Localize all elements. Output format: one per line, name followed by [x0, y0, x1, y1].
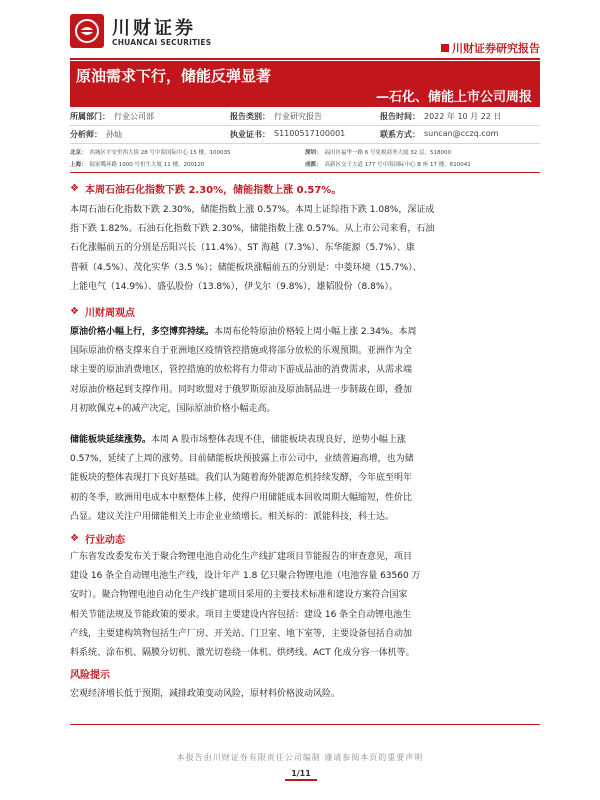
footer-divider	[70, 724, 540, 725]
diamond-bullet-icon: ❖	[70, 306, 79, 317]
meta-label: 报告类别：	[230, 112, 270, 121]
meta-dept	[70, 111, 230, 122]
address-value: 高新区交子大道 177 号中海国际中心 B 座 17 楼，610041	[324, 162, 471, 168]
text-line: 安时）。聚合物锂电池自动化生产线扩建项目采用的主要技术标准和建设方案符合国家	[70, 590, 408, 601]
text-line: 宏观经济增长低于预期，减排政策变动风险，原材料价格波动风险。	[70, 689, 341, 699]
brand-logo-icon	[70, 14, 104, 48]
meta-type	[230, 111, 380, 122]
text-line: 建设 16 条全自动锂电池生产线，设计年产 1.8 亿只聚合物锂电池（电池容量 63560 万	[70, 571, 421, 582]
meta-value: 行业公司部	[114, 112, 154, 121]
text-line: 广东省发改委发布关于聚合物锂电池自动化生产线扩建项目节能报告的审查意见，项目	[70, 552, 413, 562]
address-label: 北京：	[70, 150, 87, 156]
report-title: 原油需求下行，储能反弹显著	[76, 67, 272, 85]
risk-text	[70, 685, 540, 704]
footer-disclaimer: 本报告由川财证券有限责任公司编制 谨请参阅本页的重要声明	[176, 753, 424, 762]
text-line: 普顿（4.5%）、茂化实华（3.5 %）；储能板块涨幅前五的分别是：中菱环境（15.7%）、	[70, 262, 422, 273]
meta-date	[380, 111, 501, 122]
text-line: 月初欧佩克+的减产决定，国际原油价格小幅走高。	[70, 403, 276, 414]
contact-email-link[interactable]: suncan@cczq.com	[424, 129, 499, 138]
storage-paragraph	[70, 431, 540, 527]
meta-value: S1100517100001	[274, 129, 346, 138]
meta-analyst	[70, 129, 230, 140]
text-line: 石化涨幅前五的分别是岳阳兴长（11.4%）、ST 海越（7.3%）、东华能源（5.7%）、康	[70, 243, 415, 254]
title-banner	[70, 61, 540, 107]
meta-value: 2022 年 10 月 22 日	[424, 112, 502, 121]
paragraph-lead: 原油价格小幅上行，多空博弈持续。	[70, 327, 215, 337]
section-heading-industry	[70, 531, 125, 546]
office-addresses	[70, 146, 540, 170]
report-subtitle: —石化、储能上市公司周报	[375, 90, 532, 105]
address-label: 上海：	[70, 162, 87, 168]
brand-name-en: CHUANCAI SECURITIES	[112, 38, 212, 47]
address-label: 深圳：	[305, 150, 322, 156]
risk-heading: 风险提示	[70, 670, 110, 681]
text-line: 料系统、涂布机、隔膜分切机、激光切卷绕一体机、烘烤线、ACT 化成分容一体机等。	[70, 648, 415, 659]
oil-price-paragraph	[70, 323, 540, 419]
meta-label: 所属部门：	[70, 112, 110, 121]
section-heading-index	[70, 181, 341, 196]
section-heading-text: 行业动态	[84, 535, 125, 546]
text-line: 0.57%，延续了上周的涨势。目前储能板块预披露上市公司中，业绩普遍高增，也为储	[70, 454, 414, 465]
square-bullet-icon	[441, 44, 449, 52]
text-line: 凸显。建议关注户用储能相关上市企业业绩增长。相关标的：派能科技，科士达。	[70, 511, 395, 522]
address-label: 成都：	[305, 162, 322, 168]
section-heading-text: 本周石油石化指数下跌 2.30%，储能指数上涨 0.57%。	[84, 185, 342, 196]
report-tag-label: 川财证券研究报告	[452, 42, 540, 55]
address-row	[70, 158, 540, 170]
section-heading-text: 川财周观点	[84, 308, 135, 319]
text-span: 本周布伦特原油价格较上周小幅上涨 2.34%。本周	[214, 327, 417, 337]
text-span: 本周 A 股市场整体表现不佳，储能板块表现良好，逆势小幅上涨	[151, 435, 406, 445]
meta-value: 行业研究报告	[274, 112, 322, 121]
industry-news	[70, 548, 540, 663]
text-line: 指下跌 1.82%。石油石化指数下跌 2.30%，储能指数上涨 0.57%。从上市公司来看，石油	[70, 224, 435, 235]
address-value: 陆家嘴环路 1000 号恒生大厦 11 楼，200120	[89, 162, 205, 168]
diamond-bullet-icon: ❖	[70, 183, 79, 194]
address-value: 西城区平安里西大街 28 号中海国际中心 15 楼，100035	[89, 150, 231, 156]
meta-value: 孙灿	[106, 130, 122, 139]
text-line: 相关节能法规及节能政策的要求。项目主要建设内容包括：建设 16 条全自动锂电池生	[70, 609, 412, 620]
text-line: 本周石油石化指数下跌 2.30%，储能指数上涨 0.57%。本周上证综指下跌 1.08%，深证成	[70, 205, 435, 215]
address-row	[70, 146, 540, 158]
section-heading-view	[70, 304, 135, 319]
paragraph-lead: 储能板块延续涨势。	[70, 435, 152, 445]
meta-label: 报告时间：	[380, 112, 420, 121]
meta-contact	[380, 129, 498, 140]
text-line: 上能电气（14.9%）、盛弘股份（13.8%），伊戈尔（9.8%），雄韬股份（8.8%）。	[70, 281, 398, 292]
address-value: 福田区福华一路 6 号免税商务大厦 32 层，518000	[324, 150, 452, 156]
text-line: 产线，主要建构筑物包括生产厂房、开关站、门卫室、地下室等，主要设备包括自动加	[70, 628, 413, 639]
text-line: 国际原油价格支撑来自于亚洲地区疫情管控措施或将部分放松的乐观预期。亚洲作为全	[70, 346, 413, 357]
text-line	[70, 323, 540, 342]
meta-label: 分析师：	[70, 130, 102, 139]
text-line: 球主要的原油消费地区，管控措施的放松将有力带动下游成品油的消费需求，从需求端	[70, 365, 413, 376]
report-type-tag	[441, 40, 540, 56]
section-divider	[70, 172, 540, 173]
report-meta	[70, 108, 540, 144]
meta-row	[70, 126, 540, 144]
page-number: 1/11	[285, 769, 317, 781]
text-line: 对原油价格起到支撑作用。同时欧盟对于俄罗斯原油及原油制品进一步制裁在即，叠加	[70, 384, 413, 395]
meta-license	[230, 129, 380, 140]
meta-label: 执业证书：	[230, 130, 270, 139]
report-header	[70, 12, 540, 58]
text-line: 初的冬季，欧洲用电成本中枢整体上移，使得户用储能成本回收周期大幅缩短，性价比	[70, 492, 413, 503]
diamond-bullet-icon: ❖	[70, 533, 79, 544]
brand-name-cn: 川财证券	[112, 18, 196, 39]
text-line	[70, 431, 540, 450]
meta-label: 联系方式：	[380, 130, 420, 139]
header-divider	[70, 58, 540, 60]
meta-row	[70, 108, 540, 126]
index-summary	[70, 201, 540, 297]
text-line: 能板块的整体表现打下良好基础。我们认为随着海外能源危机持续发酵，今年底至明年	[70, 473, 413, 484]
